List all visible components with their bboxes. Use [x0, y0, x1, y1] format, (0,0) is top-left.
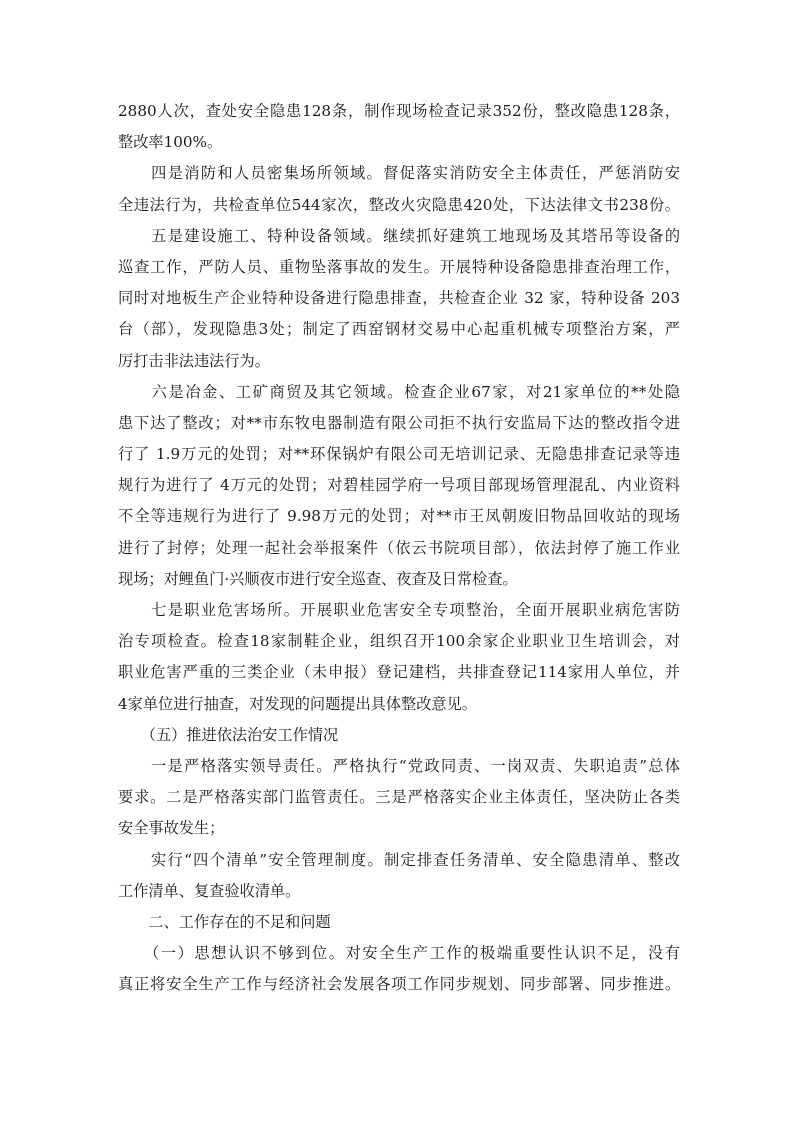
text-line: 行了 1.9万元的处罚；对**环保锅炉有限公司无培训记录、无隐患排查记录等违 [118, 445, 680, 464]
text-line: 安全事故发生； [118, 819, 225, 838]
text-line: 4家单位进行抽查，对发现的问题提出具体整改意见。 [118, 694, 477, 713]
text-line: 整改率100%。 [118, 133, 223, 152]
section-heading: 二、工作存在的不足和问题 [118, 912, 331, 931]
text-line: 规行为进行了 4万元的处罚；对碧桂园学府一号项目部现场管理混乱、内业资料 [118, 476, 680, 495]
text-line: 厉打击非法违法行为。 [118, 351, 270, 370]
text-line: 六是冶金、工矿商贸及其它领域。检查企业67家，对21家单位的**处隐 [118, 382, 680, 401]
section-heading: （五）推进依法治安工作情况 [118, 725, 339, 744]
text-line: 实行“四个清单”安全管理制度。制定排查任务清单、安全隐患清单、整改 [118, 850, 680, 869]
text-line: 一是严格落实领导责任。严格执行“党政同责、一岗双责、失职追责”总体 [118, 756, 680, 775]
text-line: 治专项检查。检查18家制鞋企业，组织召开100余家企业职业卫生培训会，对 [118, 632, 680, 651]
text-line: 不全等违规行为进行了 9.98万元的处罚；对**市王凤朝废旧物品回收站的现场 [118, 507, 680, 526]
text-line: 职业危害严重的三类企业（未申报）登记建档，共排查登记114家用人单位，并 [118, 663, 680, 682]
text-line: （一）思想认识不够到位。对安全生产工作的极端重要性认识不足，没有 [118, 944, 680, 963]
text-line: 真正将安全生产工作与经济社会发展各项工作同步规划、同步部署、同步推进。 [118, 975, 680, 994]
text-line: 工作清单、复查验收清单。 [118, 881, 301, 900]
text-line: 同时对地板生产企业特种设备进行隐患排查，共检查企业 32 家，特种设备 203 [118, 289, 680, 308]
document-body [118, 96, 680, 1000]
text-line: 台（部），发现隐患3处；制定了西窑钢材交易中心起重机械专项整治方案，严 [118, 320, 680, 339]
text-line: 现场；对鲤鱼门·兴顺夜市进行安全巡查、夜查及日常检查。 [118, 569, 518, 588]
text-line: 五是建设施工、特种设备领域。继续抓好建筑工地现场及其塔吊等设备的 [118, 226, 680, 245]
text-line: 2880人次，查处安全隐患128条，制作现场检查记录352份，整改隐患128条， [118, 102, 680, 120]
text-line: 患下达了整改；对**市东牧电器制造有限公司拒不执行安监局下达的整改指令进 [118, 413, 680, 432]
text-line: 全违法行为，共检查单位544家次，整改火灾隐患420处，下达法律文书238份。 [118, 195, 680, 214]
text-line: 进行了封停；处理一起社会举报案件（依云书院项目部），依法封停了施工作业 [118, 538, 680, 557]
text-line: 要求。二是严格落实部门监管责任。三是严格落实企业主体责任，坚决防止各类 [118, 788, 680, 807]
text-line: 七是职业危害场所。开展职业危害安全专项整治，全面开展职业病危害防 [118, 601, 680, 619]
text-line: 巡查工作，严防人员、重物坠落事故的发生。开展特种设备隐患排查治理工作， [118, 257, 680, 276]
text-line: 四是消防和人员密集场所领域。督促落实消防安全主体责任，严惩消防安 [118, 164, 680, 183]
